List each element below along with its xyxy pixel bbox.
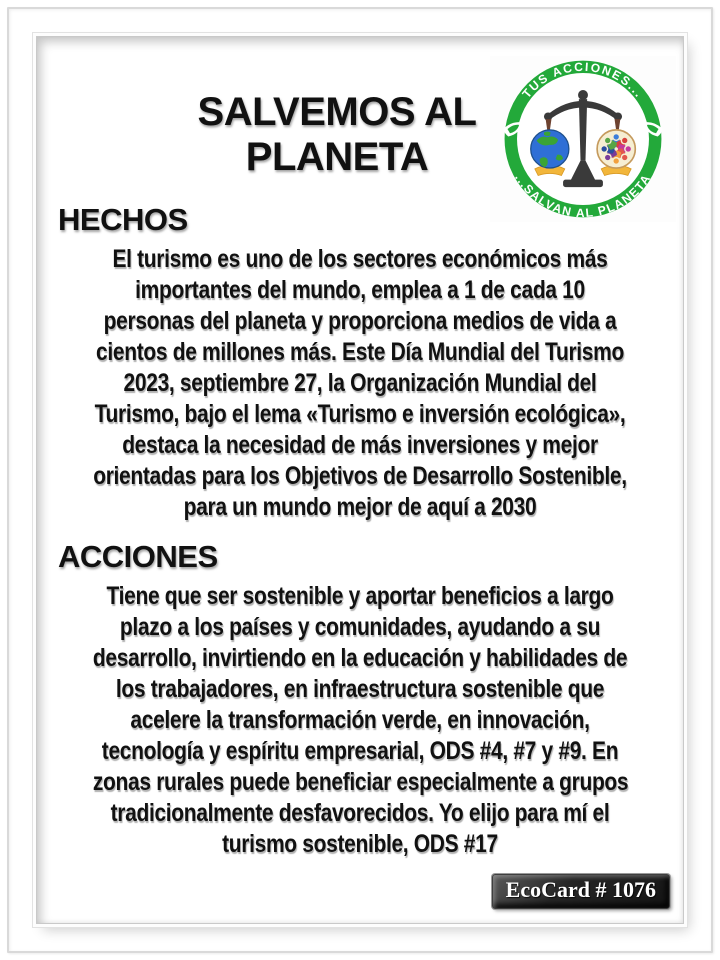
poster-content xyxy=(42,42,678,918)
section-body-acciones xyxy=(42,581,678,860)
people-circle-icon xyxy=(597,130,635,168)
logo-arc-bottom-text: ...SALVAN AL PLANETA xyxy=(512,171,654,221)
page-title-line: PLANETA xyxy=(245,135,429,179)
body-line: desarrollo, invirtiendo en la educación y habilidades de xyxy=(92,644,628,672)
page-title-line: SALVEMOS AL xyxy=(197,90,477,134)
ecocard-badge: EcoCard # 1076 xyxy=(492,874,670,909)
body-line: plazo a los países y comunidades, ayudando a su xyxy=(119,613,601,641)
section-heading-hechos: HECHOS xyxy=(58,202,188,237)
body-line: orientadas para los Objetivos de Desarrollo Sostenible, xyxy=(93,462,627,490)
body-line: destaca la necesidad de más inversiones y mejor xyxy=(122,431,598,459)
eco-logo xyxy=(490,56,676,222)
section-heading-acciones: ACCIONES xyxy=(58,539,218,574)
body-line: Turismo, bajo el lema «Turismo e inversión ecológica», xyxy=(94,400,626,428)
body-line: personas del planeta y proporciona medios de vida a xyxy=(103,307,617,335)
body-line: cientos de millones más. Este Día Mundial del Turismo xyxy=(96,338,624,366)
section-body-hechos xyxy=(42,244,678,523)
body-line: tradicionalmente desfavorecidos. Yo elijo para mí el xyxy=(110,799,610,827)
ecocard-row xyxy=(42,874,678,909)
body-line: Tiene que ser sostenible y aportar beneficios a largo xyxy=(106,582,614,610)
poster-sections xyxy=(42,200,678,909)
body-line: los trabajadores, en infraestructura sostenible que xyxy=(115,675,605,703)
earth-globe-icon xyxy=(531,130,569,168)
body-line: acelere la transformación verde, en innovación, xyxy=(130,706,590,734)
body-line: El turismo es uno de los sectores económicos más xyxy=(112,245,608,273)
body-line: tecnología y espíritu empresarial, ODS #4, #7 y #9. En xyxy=(101,737,619,765)
body-line: 2023, septiembre 27, la Organización Mundial del xyxy=(123,369,597,397)
body-line: zonas rurales puede beneficiar especialmente a grupos xyxy=(92,768,629,796)
logo-arc-top-text: TUS ACCIONES... xyxy=(519,59,647,101)
body-line: importantes del mundo, emplea a 1 de cada 10 xyxy=(135,276,585,304)
body-line: para un mundo mejor de aquí a 2030 xyxy=(183,493,537,521)
eco-logo-svg xyxy=(490,56,676,222)
body-line: turismo sostenible, ODS #17 xyxy=(222,830,498,858)
